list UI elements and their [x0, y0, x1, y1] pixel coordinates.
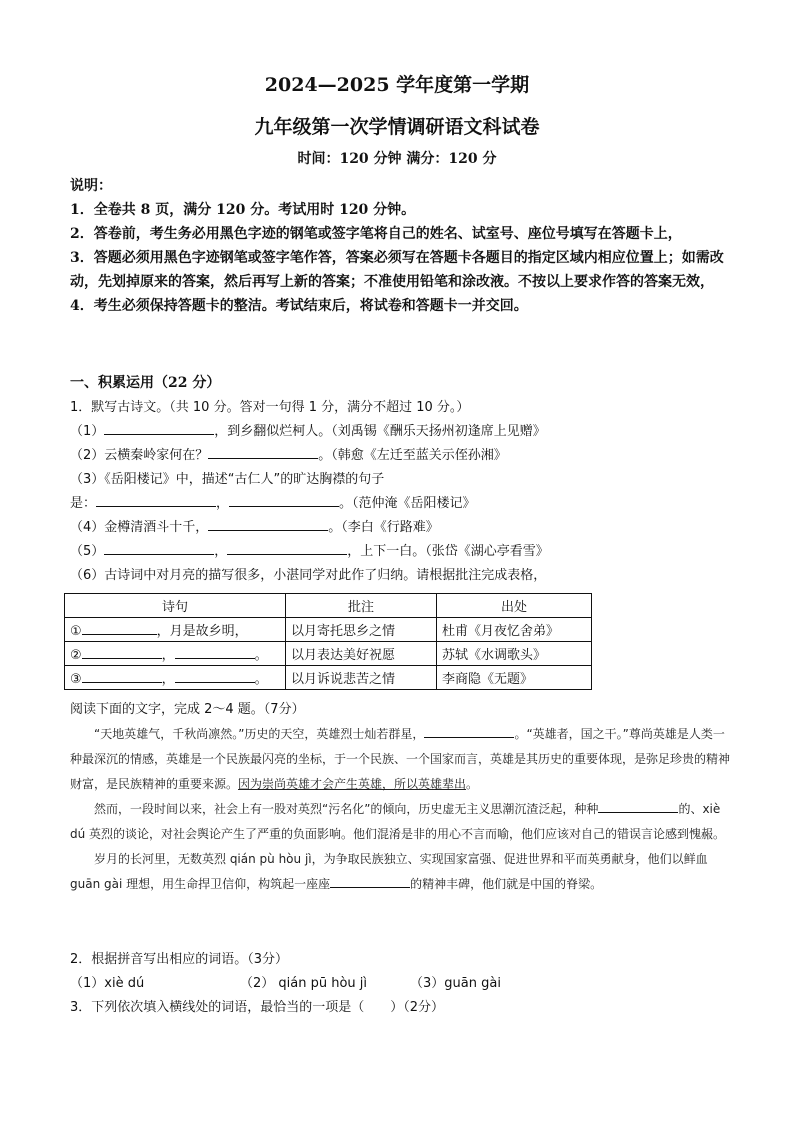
question-1-line-3: （3）《岳阳楼记》中，描述“古仁人”的旷达胸襟的句子	[70, 472, 385, 487]
question-2-stem: 2．根据拼音写出相应的词语。（3分）	[70, 952, 289, 967]
question-1-line-3b: 是： ， 。（范仲淹《岳阳楼记》	[70, 492, 730, 516]
source-cell: 李商隐《无题》	[437, 666, 592, 690]
reading-intro: 阅读下面的文字，完成 2～4 题。（7分）	[70, 702, 305, 717]
note-cell: 以月诉说悲苦之情	[286, 666, 437, 690]
question-2-pinyin-row	[70, 972, 730, 996]
answer-blank	[82, 644, 162, 659]
question-1	[70, 396, 730, 588]
table-row	[65, 618, 592, 642]
poem-line-cell: ③ ， 。	[65, 666, 286, 690]
pinyin-item: （1）xiè dú	[70, 976, 145, 991]
exam-title: 九年级第一次学情调研语文科试卷	[254, 116, 540, 138]
passage-paragraph-2: 然而，一段时间以来，社会上有一股对英烈“污名化”的倾向，历史虚无主义思潮沉渣泛起，种种 的、xiè dú 英烈的谈论，对社会舆论产生了严重的负面影响。他们混淆是非的用心不言而喻，他们应该对自己的错误言论感到愧赧。	[70, 797, 730, 847]
answer-blank	[175, 644, 255, 659]
question-1-line-1: （1） ，到乡翻似烂柯人。（刘禹锡《酬乐天扬州初逢席上见赠》	[70, 420, 730, 444]
section-heading: 一、积累运用（22 分）	[70, 375, 221, 391]
question-2-3	[70, 948, 730, 1020]
underlined-sentence: 因为崇尚英雄才会产生英雄，所以英雄辈出	[238, 777, 467, 791]
question-1-stem: 1．默写古诗文。（共 10 分。答对一句得 1 分，满分不超过 10 分。）	[70, 400, 470, 415]
poem-line-cell: ② ， 。	[65, 642, 286, 666]
answer-blank	[104, 420, 214, 435]
table-header-row	[65, 594, 592, 618]
answer-blank	[175, 668, 255, 683]
note-cell: 以月表达美好祝愿	[286, 642, 437, 666]
question-1-line-5: （5） ， ，上下一白。（张岱《湖心亭看雪》	[70, 540, 730, 564]
pinyin-item: （3）guān gài	[410, 976, 501, 991]
source-cell: 苏轼《水调歌头》	[437, 642, 592, 666]
column-header: 出处	[437, 594, 592, 618]
passage-paragraph-1: “天地英雄气，千秋尚凛然。”历史的天空，英雄烈士灿若群星， 。“英雄者，国之干。”尊尚英雄是人类一种最深沉的情感，英雄是一个民族最闪亮的坐标，于一个民族、一个国家而言，英雄是其历史的重要体现，是弥足珍贵的精神财富，是民族精神的重要来源。因为崇尚英雄才会产生英雄，所以英雄辈出。	[70, 722, 730, 797]
question-1-line-6: （6）古诗词中对月亮的描写很多，小湛同学对此作了归纳。请根据批注完成表格，	[70, 568, 547, 583]
instruction-item-1: 1．全卷共 8 页，满分 120 分。考试用时 120 分钟。	[70, 202, 416, 218]
answer-blank	[227, 540, 347, 555]
poem-line-cell: ① ，月是故乡明，	[65, 618, 286, 642]
answer-blank	[598, 798, 678, 813]
reading-passage	[70, 722, 730, 897]
answer-blank	[424, 723, 514, 738]
column-header: 诗句	[65, 594, 286, 618]
question-3-stem: 3．下列依次填入横线处的词语，最恰当的一项是（ ）（2分）	[70, 1000, 445, 1015]
school-year-title: 2024—2025 学年度第一学期	[264, 74, 530, 96]
instructions	[70, 174, 730, 318]
answer-blank	[82, 620, 157, 635]
exam-time-score: 时间：120 分钟 满分：120 分	[297, 151, 497, 167]
answer-blank	[208, 444, 318, 459]
answer-blank	[104, 540, 214, 555]
table-row	[65, 666, 592, 690]
question-1-line-2: （2）云横秦岭家何在？ 。（韩愈《左迁至蓝关示侄孙湘》	[70, 444, 730, 468]
passage-paragraph-3: 岁月的长河里，无数英烈 qián pù hòu jì，为争取民族独立、实现国家富强、促进世界和平而英勇献身，他们以鲜血 guān gài 理想，用生命捍卫信仰，构筑起一座座 的精神丰碑，他们就是中国的脊梁。	[70, 852, 708, 891]
pinyin-item: （2） qián pū hòu jì	[240, 976, 368, 991]
instruction-item-3: 3．答题必须用黑色字迹钢笔或签字笔作答，答案必须写在答题卡各题目的指定区域内相应位置上；如需改动，先划掉原来的答案，然后再写上新的答案；不准使用铅笔和涂改液。不按以上要求作答的答案无效，	[70, 250, 724, 290]
answer-blank	[96, 492, 216, 507]
answer-blank	[229, 492, 339, 507]
source-cell: 杜甫《月夜忆舍弟》	[437, 618, 592, 642]
answer-blank	[82, 668, 162, 683]
note-cell: 以月寄托思乡之情	[286, 618, 437, 642]
answer-blank	[208, 516, 328, 531]
column-header: 批注	[286, 594, 437, 618]
instruction-item-4: 4．考生必须保持答题卡的整洁。考试结束后，将试卷和答题卡一并交回。	[70, 298, 528, 314]
table-row	[65, 642, 592, 666]
moon-poem-table	[64, 593, 592, 690]
question-1-line-4: （4）金樽清酒斗十千， 。（李白《行路难》	[70, 516, 730, 540]
instructions-heading: 说明：	[70, 178, 112, 194]
answer-blank	[330, 873, 410, 888]
instruction-item-2: 2．答卷前，考生务必用黑色字迹的钢笔或签字笔将自己的姓名、试室号、座位号填写在答题卡上，	[70, 226, 682, 242]
